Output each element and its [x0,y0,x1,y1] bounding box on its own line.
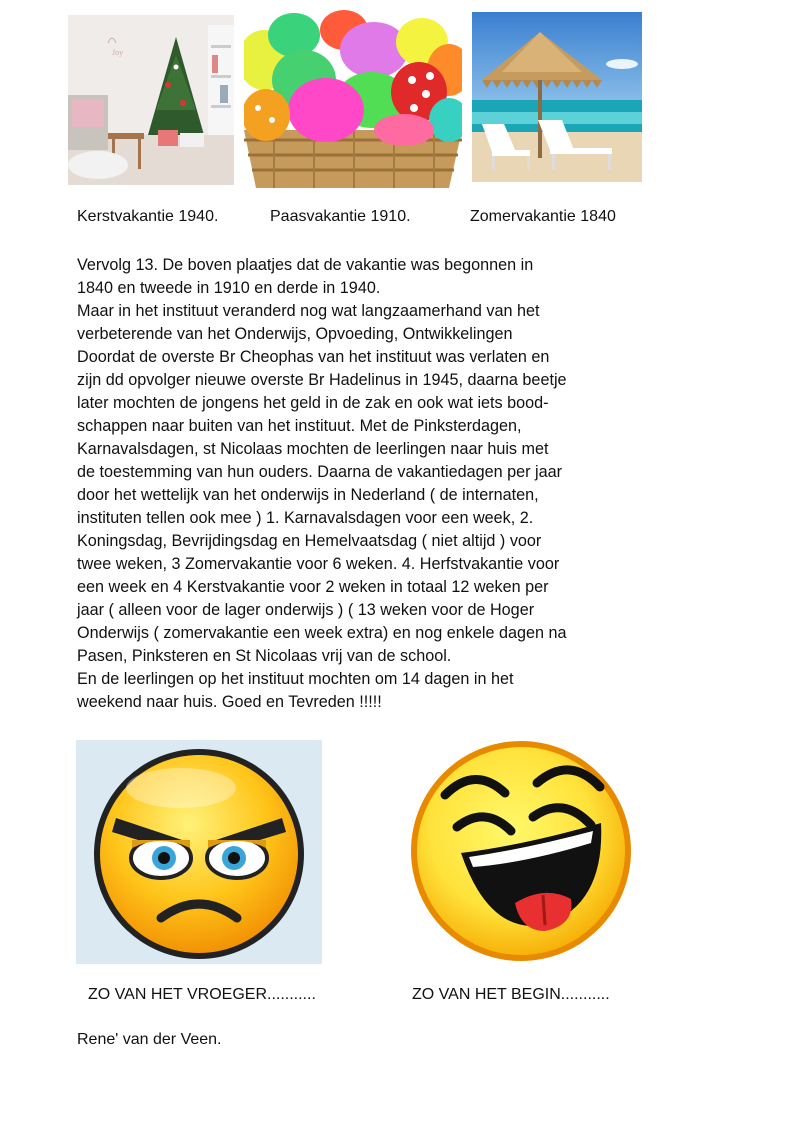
body-line: Vervolg 13. De boven plaatjes dat de vakantie was begonnen in [77,256,534,274]
christmas-room-photo [68,15,234,185]
body-line: de toestemming van hun ouders. Daarna de vakantiedagen per jaar [77,463,563,481]
body-text [77,254,677,714]
body-line: Onderwijs ( zomervakantie een week extra) en nog enkele dagen na [77,624,567,642]
angry-face-emoji [76,740,322,964]
body-line: Pasen, Pinksteren en St Nicolaas vrij van de school. [77,647,452,665]
laughing-face-emoji [405,735,637,967]
body-line: En de leerlingen op het instituut mochten om 14 dagen in het [77,670,514,688]
caption-christmas: Kerstvakantie 1940. [77,208,219,225]
body-line: weekend naar huis. Goed en Tevreden !!!!! [77,693,382,711]
beach-umbrella-photo [472,12,642,182]
easter-eggs-basket-photo [244,10,462,188]
body-line: later mochten de jongens het geld in de zak en ook wat iets bood- [77,394,549,412]
body-line: Koningsdag, Bevrijdingsdag en Hemelvaatsdag ( niet altijd ) voor [77,532,542,550]
svg-text:Joy: Joy [112,48,124,57]
body-line: een week en 4 Kerstvakantie voor 2 weken in totaal 12 weken per [77,578,549,596]
label-begin: ZO VAN HET BEGIN........... [412,986,610,1003]
body-line: 1840 en tweede in 1910 en derde in 1940. [77,279,381,297]
body-line: zijn dd opvolger nieuwe overste Br Hadelinus in 1945, daarna beetje [77,371,567,389]
body-line: door het wettelijk van het onderwijs in Nederland ( de internaten, [77,486,539,504]
signature: Rene' van der Veen. [77,1031,222,1048]
body-line: Maar in het instituut veranderd nog wat langzaamerhand van het [77,302,540,320]
body-line: verbeterende van het Onderwijs, Opvoeding, Ontwikkelingen [77,325,513,343]
caption-easter: Paasvakantie 1910. [270,208,411,225]
label-vroeger: ZO VAN HET VROEGER........... [88,986,316,1003]
body-line: Doordat de overste Br Cheophas van het instituut was verlaten en [77,348,550,366]
caption-summer: Zomervakantie 1840 [470,208,616,225]
body-line: schappen naar buiten van het instituut. Met de Pinksterdagen, [77,417,522,435]
body-line: twee weken, 3 Zomervakantie voor 6 weken. 4. Herfstvakantie voor [77,555,560,573]
body-line: Karnavalsdagen, st Nicolaas mochten de leerlingen naar huis met [77,440,549,458]
body-line: jaar ( alleen voor de lager onderwijs ) ( 13 weken voor de Hoger [77,601,535,619]
body-line: instituten tellen ook mee ) 1. Karnavalsdagen voor een week, 2. [77,509,534,527]
